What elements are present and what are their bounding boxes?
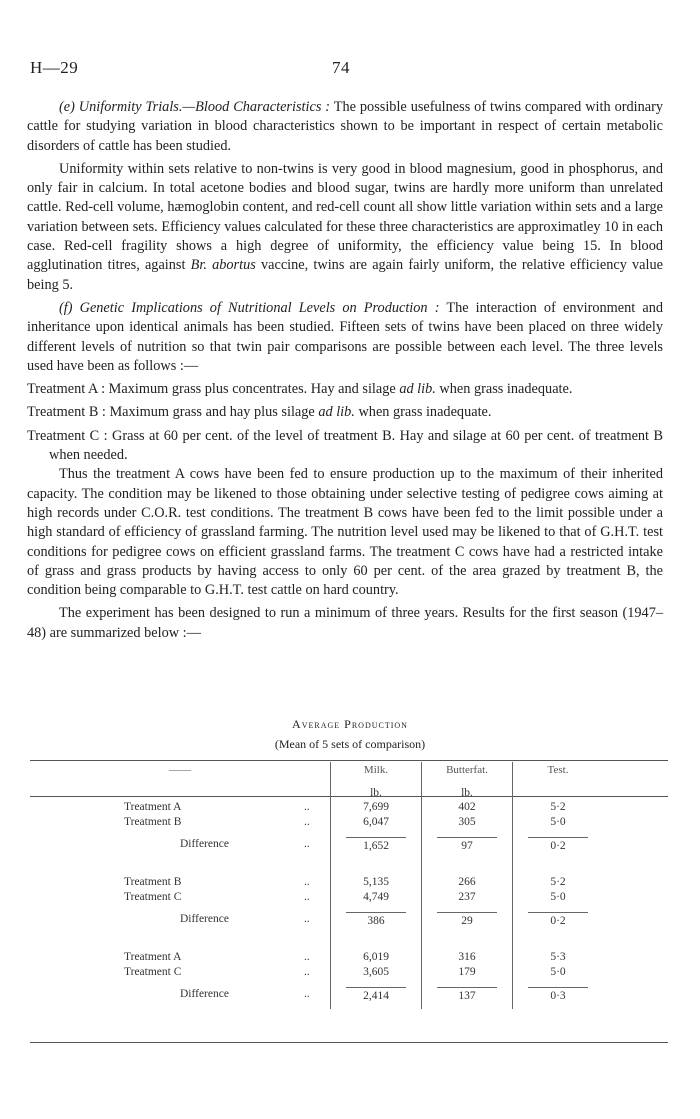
spacer [603, 949, 668, 964]
leader-dots: .. [304, 965, 310, 978]
spacer-row [30, 859, 668, 874]
spacer [603, 762, 668, 777]
leader-dots: .. [304, 988, 310, 1000]
paragraph-uniformity-trials [27, 98, 663, 156]
row-label: Treatment A [124, 950, 182, 963]
spacer [603, 904, 668, 934]
cell-milk-diff [331, 979, 422, 1009]
cell-test: 5·3 [513, 949, 604, 964]
spacer [603, 934, 668, 949]
spacer [422, 934, 513, 949]
column-header-butterfat: Butterfat. [422, 762, 513, 777]
treatment-text: when grass inadequate. [435, 381, 573, 398]
cell-milk: 7,699 [331, 799, 422, 814]
spacer [513, 859, 604, 874]
difference-value: 1,652 [346, 837, 406, 852]
table-difference-row [30, 979, 668, 1009]
paragraph-blood-uniformity [27, 160, 663, 295]
spacer [300, 762, 331, 777]
cell-test-diff [513, 829, 604, 859]
table-row [30, 964, 668, 979]
spacer [30, 777, 300, 799]
spacer [603, 777, 668, 799]
unit-milk: lb. [331, 777, 422, 799]
leader-dots: .. [304, 890, 310, 903]
treatment-text: when grass inadequate. [354, 404, 492, 421]
cell-milk-diff [331, 904, 422, 934]
paragraph-experiment-design: The experiment has been designed to run a minimum of three years. Results for the first season (1947–48) are summarized below :— [27, 605, 663, 641]
difference-value: 0·2 [528, 912, 588, 927]
spacer [603, 859, 668, 874]
difference-label: Difference [180, 988, 229, 1000]
table-row [30, 874, 668, 889]
spacer [300, 777, 331, 799]
difference-label: Difference [180, 913, 229, 925]
cell-milk: 3,605 [331, 964, 422, 979]
paragraph-treatment-explanation: Thus the treatment A cows have been fed to ensure production up to the maximum of their inherited capacity. The condition may be likened to those obtaining under selective testing of pedigree cows aiming at high records under C.O.R. test conditions. The treatment B cows have been fed to the limit possible under a high standard of efficiency of grassland farming. The nutrition level used may be likened to that of G.H.T. test conditions for pedigree cows on efficient grassland farms. The treatment C cows have had a restricted intake of grass and grass products by having access to only 60 per cent. of the area grazed by treatment B, the condition being comparable to G.H.T. test cattle on hard country. [27, 466, 663, 599]
treatment-text: Treatment B : Maximum grass and hay plus silage [27, 404, 319, 421]
table-subtitle: (Mean of 5 sets of comparison) [274, 737, 426, 751]
column-header-milk: Milk. [331, 762, 422, 777]
spacer [603, 964, 668, 979]
italic-term: Br. abortus [190, 257, 256, 274]
table-row [30, 949, 668, 964]
treatment-a [27, 380, 663, 399]
cell-test: 5·0 [513, 814, 604, 829]
cell-butterfat: 305 [422, 814, 513, 829]
cell-milk-diff [331, 829, 422, 859]
paragraph-text: vaccine, twins are again fairly uniform, the relative efficiency value being 5. [27, 257, 663, 293]
cell-milk: 6,047 [331, 814, 422, 829]
spacer [331, 934, 422, 949]
cell-test: 5·2 [513, 799, 604, 814]
cell-butterfat: 266 [422, 874, 513, 889]
difference-value: 0·3 [528, 987, 588, 1002]
cell-test-diff [513, 979, 604, 1009]
body-text [27, 98, 663, 643]
treatment-text: Treatment A : Maximum grass plus concentrates. Hay and silage [27, 381, 400, 398]
leader-dots: .. [304, 913, 310, 925]
spacer [603, 829, 668, 859]
spacer [513, 777, 604, 799]
leader-dots: .. [304, 815, 310, 828]
cell-test: 5·0 [513, 889, 604, 904]
cell-milk: 6,019 [331, 949, 422, 964]
cell-milk: 4,749 [331, 889, 422, 904]
spacer-row [30, 934, 668, 949]
leader-dots: .. [304, 838, 310, 850]
difference-value: 2,414 [346, 987, 406, 1002]
difference-value: 137 [437, 987, 497, 1002]
paragraph-text: Uniformity within sets relative to non-twins is very good in blood magnesium, good in phosphorus, and only fair in calcium. In total acetone bodies and blood sugar, twins are hardly more uniform than unrelated cattle. Red-cell volume, hæmoglobin content, and red-cell count all show little variation within sets and a large variation between sets. Efficiency values calculated for these three characteristics are approximatley 10 in each case. Red-cell fragility shows a high degree of uniformity, the efficiency value being 15. In blood agglutination titres, against [27, 160, 663, 274]
cell-butterfat-diff [422, 829, 513, 859]
spacer [603, 979, 668, 1009]
cell-butterfat: 316 [422, 949, 513, 964]
difference-value: 386 [346, 912, 406, 927]
production-table [30, 762, 668, 1009]
cell-butterfat-diff [422, 904, 513, 934]
italic-term: ad lib. [318, 404, 355, 421]
cell-butterfat: 237 [422, 889, 513, 904]
spacer [30, 934, 331, 949]
treatment-c: Treatment C : Grass at 60 per cent. of the level of treatment B. Hay and silage at 60 per cent. of treatment B when needed. [27, 427, 663, 464]
leader-dots: .. [304, 950, 310, 963]
spacer [30, 859, 331, 874]
table-title: Average Production [292, 717, 408, 731]
table-bottom-rule [30, 1042, 668, 1043]
row-label: Treatment B [124, 875, 182, 888]
cell-test-diff [513, 904, 604, 934]
row-label: Treatment C [124, 965, 182, 978]
difference-value: 29 [437, 912, 497, 927]
column-header-blank: —— [169, 763, 191, 776]
section-heading-e: (e) Uniformity Trials.—Blood Characteristics : [59, 99, 331, 115]
table-row [30, 889, 668, 904]
table-difference-row [30, 829, 668, 859]
table-row [30, 799, 668, 814]
difference-value: 0·2 [528, 837, 588, 852]
cell-milk: 5,135 [331, 874, 422, 889]
table-header-row [30, 762, 668, 777]
spacer [603, 874, 668, 889]
paragraph-text: The interaction of environment and inheritance upon identical animals has been studied. Fifteen sets of twins have been placed on three widely different levels of nutrition so that twin pair comparisons are possible between each level. The three levels used have been as follows :— [27, 299, 663, 374]
paragraph-text: The possible usefulness of twins compared with ordinary cattle for studying variation in blood characteristics shown to be important in respect of certain metabolic disorders of cattle has been studied. [27, 99, 664, 154]
table-units-row [30, 777, 668, 799]
spacer [603, 889, 668, 904]
leader-dots: .. [304, 800, 310, 813]
column-header-test: Test. [513, 762, 604, 777]
unit-butterfat: lb. [422, 777, 513, 799]
section-heading-f: (f) Genetic Implications of Nutritional Levels on Production : [59, 299, 440, 316]
paragraph-genetic-implications [27, 299, 663, 376]
row-label: Treatment C [124, 890, 182, 903]
difference-value: 97 [437, 837, 497, 852]
spacer [603, 799, 668, 814]
treatment-b [27, 403, 663, 422]
treatment-list [27, 380, 663, 465]
table-difference-row [30, 904, 668, 934]
spacer [603, 814, 668, 829]
cell-butterfat: 402 [422, 799, 513, 814]
cell-butterfat-diff [422, 979, 513, 1009]
cell-butterfat: 179 [422, 964, 513, 979]
leader-dots: .. [304, 875, 310, 888]
table-row [30, 814, 668, 829]
table-top-rule [30, 760, 668, 761]
spacer [331, 859, 422, 874]
cell-test: 5·0 [513, 964, 604, 979]
spacer [422, 859, 513, 874]
italic-term: ad lib. [399, 381, 436, 398]
difference-label: Difference [180, 838, 229, 850]
spacer [513, 934, 604, 949]
row-label: Treatment B [124, 815, 182, 828]
cell-test: 5·2 [513, 874, 604, 889]
row-label: Treatment A [124, 800, 182, 813]
page-number: 74 [332, 58, 350, 77]
document-reference: H—29 [30, 58, 79, 77]
